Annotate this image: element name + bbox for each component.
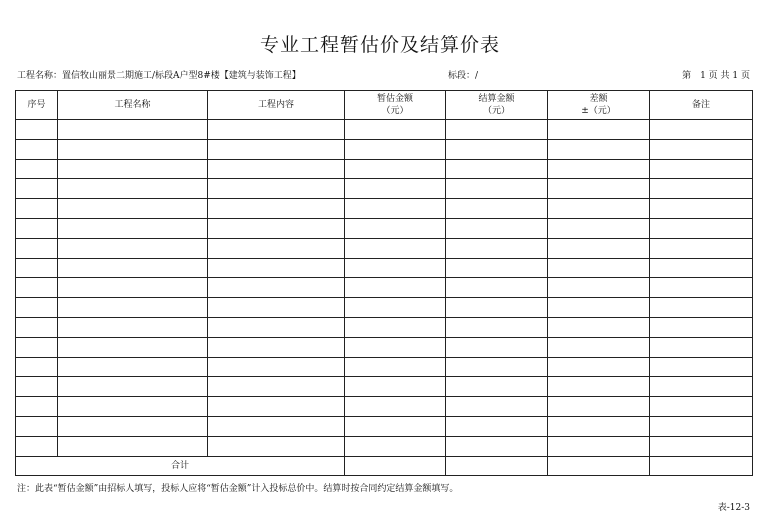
table-row bbox=[16, 218, 753, 238]
table-cell bbox=[208, 377, 345, 397]
table-cell bbox=[650, 199, 753, 219]
table-row bbox=[16, 120, 753, 140]
table-cell bbox=[548, 159, 650, 179]
table-cell bbox=[548, 179, 650, 199]
table-cell bbox=[58, 337, 208, 357]
table-cell bbox=[208, 238, 345, 258]
table-cell bbox=[58, 120, 208, 140]
table-cell bbox=[16, 139, 58, 159]
table-cell bbox=[446, 317, 548, 337]
column-header bbox=[446, 91, 548, 120]
page-number: 第 1 页 共 1 页 bbox=[682, 71, 750, 81]
column-header bbox=[58, 91, 208, 120]
table-cell bbox=[208, 199, 345, 219]
table-row bbox=[16, 298, 753, 318]
table-cell bbox=[345, 377, 446, 397]
column-header bbox=[650, 91, 753, 120]
table-cell bbox=[650, 179, 753, 199]
total-label: 合计 bbox=[16, 456, 345, 475]
table-cell bbox=[345, 120, 446, 140]
table-cell bbox=[208, 120, 345, 140]
table-cell bbox=[16, 377, 58, 397]
table-cell bbox=[650, 436, 753, 456]
table-cell bbox=[548, 298, 650, 318]
column-header bbox=[16, 91, 58, 120]
table-cell bbox=[208, 218, 345, 238]
table-cell bbox=[345, 416, 446, 436]
table-cell bbox=[345, 258, 446, 278]
table-cell bbox=[345, 317, 446, 337]
table-cell bbox=[208, 436, 345, 456]
table-cell bbox=[548, 258, 650, 278]
column-header bbox=[208, 91, 345, 120]
estimate-table bbox=[15, 90, 753, 476]
table-cell bbox=[446, 278, 548, 298]
table-cell bbox=[650, 337, 753, 357]
table-cell bbox=[446, 416, 548, 436]
total-row bbox=[16, 456, 753, 475]
table-cell bbox=[16, 238, 58, 258]
table-row bbox=[16, 139, 753, 159]
table-cell bbox=[446, 139, 548, 159]
table-cell bbox=[548, 416, 650, 436]
table-cell bbox=[16, 317, 58, 337]
table-cell bbox=[650, 357, 753, 377]
table-row bbox=[16, 357, 753, 377]
table-cell bbox=[58, 298, 208, 318]
total-cell bbox=[446, 456, 548, 475]
table-cell bbox=[16, 357, 58, 377]
table-cell bbox=[208, 258, 345, 278]
table-cell bbox=[345, 179, 446, 199]
table-cell bbox=[208, 317, 345, 337]
table-row bbox=[16, 159, 753, 179]
table-cell bbox=[446, 298, 548, 318]
table-cell bbox=[650, 218, 753, 238]
table-cell bbox=[58, 416, 208, 436]
table-cell bbox=[650, 298, 753, 318]
table-cell bbox=[650, 377, 753, 397]
table-cell bbox=[58, 238, 208, 258]
page-title: 专业工程暂估价及结算价表 bbox=[259, 34, 500, 56]
table-cell bbox=[58, 139, 208, 159]
table-row bbox=[16, 199, 753, 219]
table-body bbox=[16, 120, 753, 457]
table-cell bbox=[548, 218, 650, 238]
table-cell bbox=[208, 179, 345, 199]
column-header bbox=[345, 91, 446, 120]
table-cell bbox=[208, 337, 345, 357]
table-cell bbox=[345, 238, 446, 258]
table-cell bbox=[345, 337, 446, 357]
table-cell bbox=[58, 377, 208, 397]
table-cell bbox=[548, 436, 650, 456]
table-cell bbox=[345, 436, 446, 456]
table-cell bbox=[345, 357, 446, 377]
table-cell bbox=[58, 278, 208, 298]
column-header-unit: （元） bbox=[381, 106, 409, 116]
column-header-label: 工程名称 bbox=[114, 100, 151, 110]
table-cell bbox=[58, 159, 208, 179]
table-cell bbox=[16, 258, 58, 278]
table-cell bbox=[16, 120, 58, 140]
table-cell bbox=[208, 298, 345, 318]
table-cell bbox=[208, 139, 345, 159]
table-cell bbox=[16, 159, 58, 179]
table-cell bbox=[446, 218, 548, 238]
header-row bbox=[16, 91, 753, 120]
table-row bbox=[16, 377, 753, 397]
table-row bbox=[16, 258, 753, 278]
table-cell bbox=[16, 199, 58, 219]
column-header-label: 序号 bbox=[27, 100, 46, 110]
table-cell bbox=[16, 298, 58, 318]
table-cell bbox=[58, 179, 208, 199]
footnote: 注：此表“暂估金额”由招标人填写，投标人应将“暂估金额”计入投标总价中。结算时按合同约定结算金额填写。 bbox=[17, 484, 459, 494]
table-cell bbox=[345, 159, 446, 179]
table-row bbox=[16, 238, 753, 258]
table-cell bbox=[548, 278, 650, 298]
table-cell bbox=[446, 120, 548, 140]
table-row bbox=[16, 179, 753, 199]
table-row bbox=[16, 278, 753, 298]
table-cell bbox=[446, 357, 548, 377]
table-cell bbox=[548, 357, 650, 377]
table-cell bbox=[650, 317, 753, 337]
table-cell bbox=[650, 139, 753, 159]
table-cell bbox=[208, 357, 345, 377]
column-header bbox=[548, 91, 650, 120]
column-header-unit: （元） bbox=[482, 106, 510, 116]
table-cell bbox=[16, 416, 58, 436]
table-cell bbox=[16, 278, 58, 298]
table-cell bbox=[548, 337, 650, 357]
table-row bbox=[16, 317, 753, 337]
table-cell bbox=[650, 278, 753, 298]
table-cell bbox=[58, 199, 208, 219]
table-cell bbox=[208, 159, 345, 179]
table-cell bbox=[548, 377, 650, 397]
table-cell bbox=[345, 397, 446, 417]
table-cell bbox=[446, 337, 548, 357]
table-cell bbox=[58, 258, 208, 278]
table-cell bbox=[208, 397, 345, 417]
column-header-label: 工程内容 bbox=[257, 100, 294, 110]
table-cell bbox=[446, 397, 548, 417]
table-cell bbox=[650, 120, 753, 140]
table-cell bbox=[16, 397, 58, 417]
table-cell bbox=[548, 139, 650, 159]
table-cell bbox=[345, 278, 446, 298]
table-cell bbox=[58, 317, 208, 337]
table-cell bbox=[345, 199, 446, 219]
table-cell bbox=[650, 159, 753, 179]
table-cell bbox=[548, 397, 650, 417]
table-cell bbox=[16, 337, 58, 357]
table-cell bbox=[548, 120, 650, 140]
table-cell bbox=[650, 258, 753, 278]
table-cell bbox=[345, 218, 446, 238]
section-label: 标段：/ bbox=[448, 71, 479, 81]
table-cell bbox=[16, 218, 58, 238]
table-cell bbox=[58, 397, 208, 417]
table-row bbox=[16, 337, 753, 357]
table-row bbox=[16, 436, 753, 456]
table-cell bbox=[446, 179, 548, 199]
table-row bbox=[16, 397, 753, 417]
column-header-label: 暂估金额 bbox=[376, 94, 413, 104]
table-cell bbox=[58, 436, 208, 456]
column-header-label: 差额 bbox=[589, 94, 608, 104]
total-cell bbox=[650, 456, 753, 475]
table-cell bbox=[446, 238, 548, 258]
table-cell bbox=[58, 357, 208, 377]
table-row bbox=[16, 416, 753, 436]
form-code: 表-12-3 bbox=[717, 503, 750, 513]
table-cell bbox=[16, 436, 58, 456]
table-cell bbox=[650, 397, 753, 417]
table-cell bbox=[446, 377, 548, 397]
table-cell bbox=[650, 416, 753, 436]
total-cell bbox=[345, 456, 446, 475]
column-header-unit: ±（元） bbox=[581, 106, 616, 116]
table-cell bbox=[208, 416, 345, 436]
total-cell bbox=[548, 456, 650, 475]
table-cell bbox=[345, 139, 446, 159]
table-cell bbox=[548, 199, 650, 219]
table-cell bbox=[446, 258, 548, 278]
table-cell bbox=[446, 436, 548, 456]
table-cell bbox=[208, 278, 345, 298]
table-cell bbox=[650, 238, 753, 258]
table-cell bbox=[345, 298, 446, 318]
table-cell bbox=[548, 317, 650, 337]
table-cell bbox=[16, 179, 58, 199]
project-name: 工程名称：置信牧山丽景二期施工/标段A户型8#楼【建筑与装饰工程】 bbox=[17, 71, 301, 81]
column-header-label: 备注 bbox=[691, 100, 710, 110]
table-cell bbox=[58, 218, 208, 238]
column-header-label: 结算金额 bbox=[478, 94, 515, 104]
table-cell bbox=[446, 159, 548, 179]
table-cell bbox=[548, 238, 650, 258]
table-cell bbox=[446, 199, 548, 219]
